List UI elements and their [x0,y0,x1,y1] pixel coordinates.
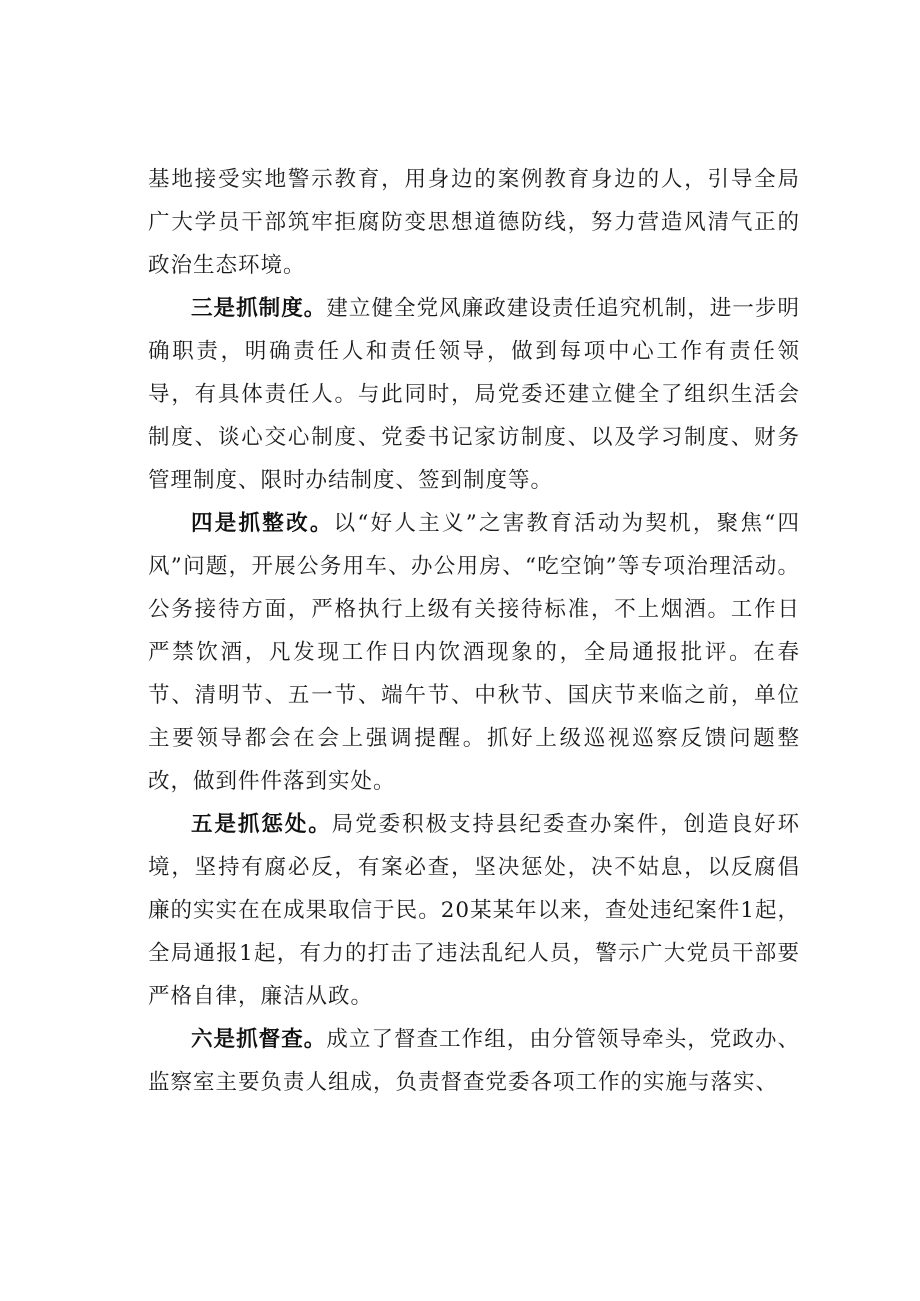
paragraph-text: 成立了督查工作组，由分管领导牵头，党政办、监察室主要负责人组成，负责督查党委各项工作的实施与落实、 [148,1027,800,1095]
paragraph-punishment [148,803,800,1018]
paragraph-supervision [148,1018,800,1104]
document-body [148,158,800,1104]
paragraph-system [148,287,800,502]
paragraph-lead: 五是抓惩处。 [191,812,332,837]
paragraph-text: 以“好人主义”之害教育活动为契机，聚焦“四风”问题，开展公务用车、办公用房、“吃空饷”等专项治理活动。公务接待方面，严格执行上级有关接待标准，不上烟酒。工作日严禁饮酒，凡发现工作日内饮酒现象的，全局通报批评。在春节、清明节、五一节、端午节、中秋节、国庆节来临之前，单位主要领导都会在会上强调提醒。抓好上级巡视巡察反馈问题整改，做到件件落到实处。 [148,511,800,794]
paragraph-rectification [148,502,800,803]
paragraph-continuation [148,158,800,287]
paragraph-text: 局党委积极支持县纪委查办案件，创造良好环境，坚持有腐必反，有案必查，坚决惩处，决不姑息，以反腐倡廉的实实在在成果取信于民。20某某年以来，查处违纪案件1起，全局通报1起，有力的打击了违法乱纪人员，警示广大党员干部要严格自律，廉洁从政。 [148,812,800,1009]
paragraph-text: 建立健全党风廉政建设责任追究机制，进一步明确职责，明确责任人和责任领导，做到每项中心工作有责任领导，有具体责任人。与此同时，局党委还建立健全了组织生活会制度、谈心交心制度、党委书记家访制度、以及学习制度、财务管理制度、限时办结制度、签到制度等。 [148,296,800,493]
paragraph-text: 基地接受实地警示教育，用身边的案例教育身边的人，引导全局广大学员干部筑牢拒腐防变思想道德防线，努力营造风清气正的政治生态环境。 [148,167,800,278]
paragraph-lead: 六是抓督查。 [191,1027,327,1052]
paragraph-lead: 三是抓制度。 [191,296,327,321]
paragraph-lead: 四是抓整改。 [191,511,334,536]
